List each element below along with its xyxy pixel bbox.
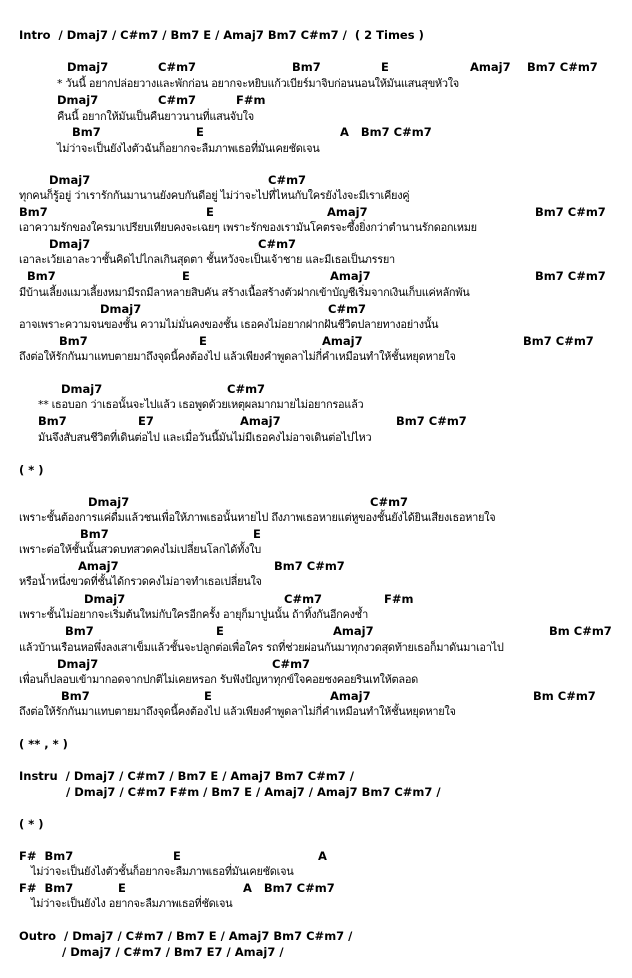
section-label: Outro / Dmaj7 / C#m7 / Bm7 E / Amaj7 Bm7 C#m7 / bbox=[19, 929, 353, 943]
chord-label: Dmaj7 bbox=[67, 60, 109, 74]
chord-label: Bm7 bbox=[59, 334, 88, 348]
chord-label: E bbox=[253, 527, 261, 541]
section-label: / Dmaj7 / C#m7 F#m / Bm7 E / Amaj7 / Amaj7 Bm7 C#m7 / bbox=[66, 785, 441, 799]
chord-label: C#m7 bbox=[258, 237, 297, 251]
chord-label: Bm7 C#m7 bbox=[527, 60, 598, 74]
chord-label: Bm7 bbox=[27, 269, 56, 283]
chord-label: Dmaj7 bbox=[49, 173, 91, 187]
chord-label: Amaj7 bbox=[322, 334, 363, 348]
chord-label: Bm7 bbox=[72, 125, 101, 139]
chord-label: E bbox=[381, 60, 389, 74]
chord-label: C#m7 bbox=[158, 93, 197, 107]
lyric-line: เพราะชั้นต้องการแค่ดื่มแล้วชนเพื่อให้ภาพเธอนั้นหายไป ถึงภาพเธอหายแต่หูของชั้นยังได้ยินเสียงเธอหายใจ bbox=[19, 511, 496, 524]
chord-label: C#m7 bbox=[284, 592, 323, 606]
chord-label: E bbox=[204, 689, 212, 703]
chord-label: F# Bm7 bbox=[19, 881, 74, 895]
lyric-line: ไม่ว่าจะเป็นยังไงตัวฉันก็อยากจะลืมภาพเธอที่มันเคยชัดเจน bbox=[57, 142, 320, 155]
section-label: / Dmaj7 / C#m7 / Bm7 E7 / Amaj7 / bbox=[62, 945, 284, 959]
section-label: ( * ) bbox=[19, 817, 44, 831]
lyric-line: เอาละเว้ยเอาละวาชั้นคิดไปไกลเกินสุดตา ชั้นหวังจะเป็นเจ้าชาย และมีเธอเป็นภรรยา bbox=[19, 253, 395, 266]
lyric-line: ไม่ว่าจะเป็นยังไงตัวชั้นก็อยากจะลืมภาพเธอที่มันเคยชัดเจน bbox=[31, 865, 294, 878]
chord-label: C#m7 bbox=[272, 657, 311, 671]
chord-label: Amaj7 bbox=[333, 624, 374, 638]
chord-label: A bbox=[318, 849, 327, 863]
chord-label: E bbox=[196, 125, 204, 139]
chord-label: F#m bbox=[236, 93, 266, 107]
chord-label: Bm7 C#m7 bbox=[274, 559, 345, 573]
lyric-line: เอาความรักของใครมาเปรียบเทียบคงจะเฉยๆ เพราะรักของเรามันโคตรจะซึ้งยิ่งกว่าตำนานรักดอกเหมย bbox=[19, 221, 477, 234]
chord-label: Dmaj7 bbox=[88, 495, 130, 509]
lyric-line: * วันนี้ อยากปล่อยวางและพักก่อน อยากจะหยิบแก้วเบียร์มาจิบก่อนนอนให้มันแสนสุขหัวใจ bbox=[57, 77, 459, 90]
lyric-line: เพื่อนก็ปลอบเข้ามากอดจากปกติไม่เคยหรอก รับฟังปัญหาทุกข์ใจคอยชงคอยรินเทให้ตลอด bbox=[19, 673, 418, 686]
chord-label: Bm C#m7 bbox=[533, 689, 596, 703]
chord-label: C#m7 bbox=[370, 495, 409, 509]
chord-label: Bm7 bbox=[19, 205, 48, 219]
chord-label: Dmaj7 bbox=[57, 657, 99, 671]
chord-label: E bbox=[199, 334, 207, 348]
chord-label: Dmaj7 bbox=[49, 237, 91, 251]
lyric-line: ไม่ว่าจะเป็นยังไง อยากจะลืมภาพเธอที่ชัดเจน bbox=[31, 897, 233, 910]
lyric-line: ทุกคนก็รู้อยู่ ว่าเรารักกันมานานยังคบกันดีอยู่ ไม่ว่าจะไปที่ไหนกับใครยังไงจะมีเราเคียงคู่ bbox=[19, 189, 410, 202]
chord-label: F# Bm7 bbox=[19, 849, 74, 863]
section-label: ( ** , * ) bbox=[19, 737, 68, 751]
chord-label: Dmaj7 bbox=[84, 592, 126, 606]
chord-label: E bbox=[182, 269, 190, 283]
chord-label: Bm7 C#m7 bbox=[396, 414, 467, 428]
lyric-line: คืนนี้ อยากให้มันเป็นคืนยาวนานที่แสนจับใจ bbox=[57, 110, 254, 123]
chord-label: Bm7 bbox=[61, 689, 90, 703]
chord-label: Bm C#m7 bbox=[549, 624, 612, 638]
lyric-line: เพราะต่อให้ชั้นนั้นสวดบทสวดคงไม่เปลี่ยนโลกได้ทั้งใบ bbox=[19, 543, 261, 556]
chord-label: C#m7 bbox=[328, 302, 367, 316]
section-label: ( * ) bbox=[19, 463, 44, 477]
chord-label: E7 bbox=[138, 414, 154, 428]
chord-label: E bbox=[173, 849, 181, 863]
lyric-line: ถึงต่อให้รักกันมาแทบตายมาถึงจุดนี้คงต้องไป แล้วเพียงคำพูดลาไม่กี่คำเหมือนทำให้ชั้นหยุดหายใจ bbox=[19, 350, 456, 363]
chord-label: Bm7 bbox=[80, 527, 109, 541]
chord-label: Bm7 C#m7 bbox=[535, 269, 606, 283]
section-label: Instru / Dmaj7 / C#m7 / Bm7 E / Amaj7 Bm7 C#m7 / bbox=[19, 769, 355, 783]
chord-label: C#m7 bbox=[158, 60, 197, 74]
chord-label: Amaj7 bbox=[470, 60, 511, 74]
chord-label: Bm7 bbox=[65, 624, 94, 638]
chord-label: E bbox=[216, 624, 224, 638]
chord-label: E bbox=[206, 205, 214, 219]
chord-label: Dmaj7 bbox=[57, 93, 99, 107]
chord-label: Amaj7 bbox=[330, 689, 371, 703]
chord-label: A Bm7 C#m7 bbox=[243, 881, 335, 895]
chord-label: Bm7 bbox=[292, 60, 321, 74]
lyric-line: ถึงต่อให้รักกันมาแทบตายมาถึงจุดนี้คงต้องไป แล้วเพียงคำพูดลาไม่กี่คำเหมือนทำให้ชั้นหยุดหายใจ bbox=[19, 705, 456, 718]
chord-label: Amaj7 bbox=[327, 205, 368, 219]
section-label: Intro / Dmaj7 / C#m7 / Bm7 E / Amaj7 Bm7 C#m7 / ( 2 Times ) bbox=[19, 28, 424, 42]
chord-label: C#m7 bbox=[227, 382, 266, 396]
chord-label: Bm7 C#m7 bbox=[535, 205, 606, 219]
chord-label: Amaj7 bbox=[78, 559, 119, 573]
chord-label: F#m bbox=[384, 592, 414, 606]
lyric-line: มันจึงสับสนชีวิตที่เดินต่อไป และเมื่อวันนี้มันไม่มีเธอคงไม่อาจเดินต่อไปไหว bbox=[38, 431, 372, 444]
chord-label: Amaj7 bbox=[330, 269, 371, 283]
lyric-line: หรือน้ำหนึ่งขวดที่ชั้นได้กรวดคงไม่อาจทำเธอเปลี่ยนใจ bbox=[19, 575, 262, 588]
lyric-line: ** เธอบอก ว่าเธอนั้นจะไปแล้ว เธอพูดด้วยเหตุผลมากมายไม่อยากรอแล้ว bbox=[38, 398, 364, 411]
chord-label: A Bm7 C#m7 bbox=[340, 125, 432, 139]
chord-label: Bm7 bbox=[38, 414, 67, 428]
chord-label: Dmaj7 bbox=[61, 382, 103, 396]
chord-label: Bm7 C#m7 bbox=[523, 334, 594, 348]
chord-label: E bbox=[118, 881, 126, 895]
lyric-line: แล้วบ้านเรือนหอพึ่งลงเสาเข็มแล้วชั้นจะปลูกต่อเพื่อใคร รถที่ช่วยผ่อนกันมาทุกงวดสุดท้ายเธอก็มาดันมาเอาไป bbox=[19, 641, 504, 654]
lyric-line: มีบ้านเลี้ยงแมวเลี้ยงหมามีรถมีลาหลายสิบคัน สร้างเนื้อสร้างตัวฝากเข้าบัญชีเริ่มจากเงินเก็บแค่หลักพัน bbox=[19, 286, 470, 299]
lyric-line: เพราะชั้นไม่อยากจะเริ่มต้นใหม่กับใครอีกครั้ง อายุก็มาปูนนั้น ถ้าทิ้งกันอีกคงช้ำ bbox=[19, 608, 368, 621]
chord-label: Amaj7 bbox=[240, 414, 281, 428]
chord-label: Dmaj7 bbox=[100, 302, 142, 316]
lyric-line: อาจเพราะความจนของชั้น ความไม่มั่นคงของชั้น เธอคงไม่อยากฝากฝันชีวิตปลายทางอย่างนั้น bbox=[19, 318, 439, 331]
chord-label: C#m7 bbox=[268, 173, 307, 187]
